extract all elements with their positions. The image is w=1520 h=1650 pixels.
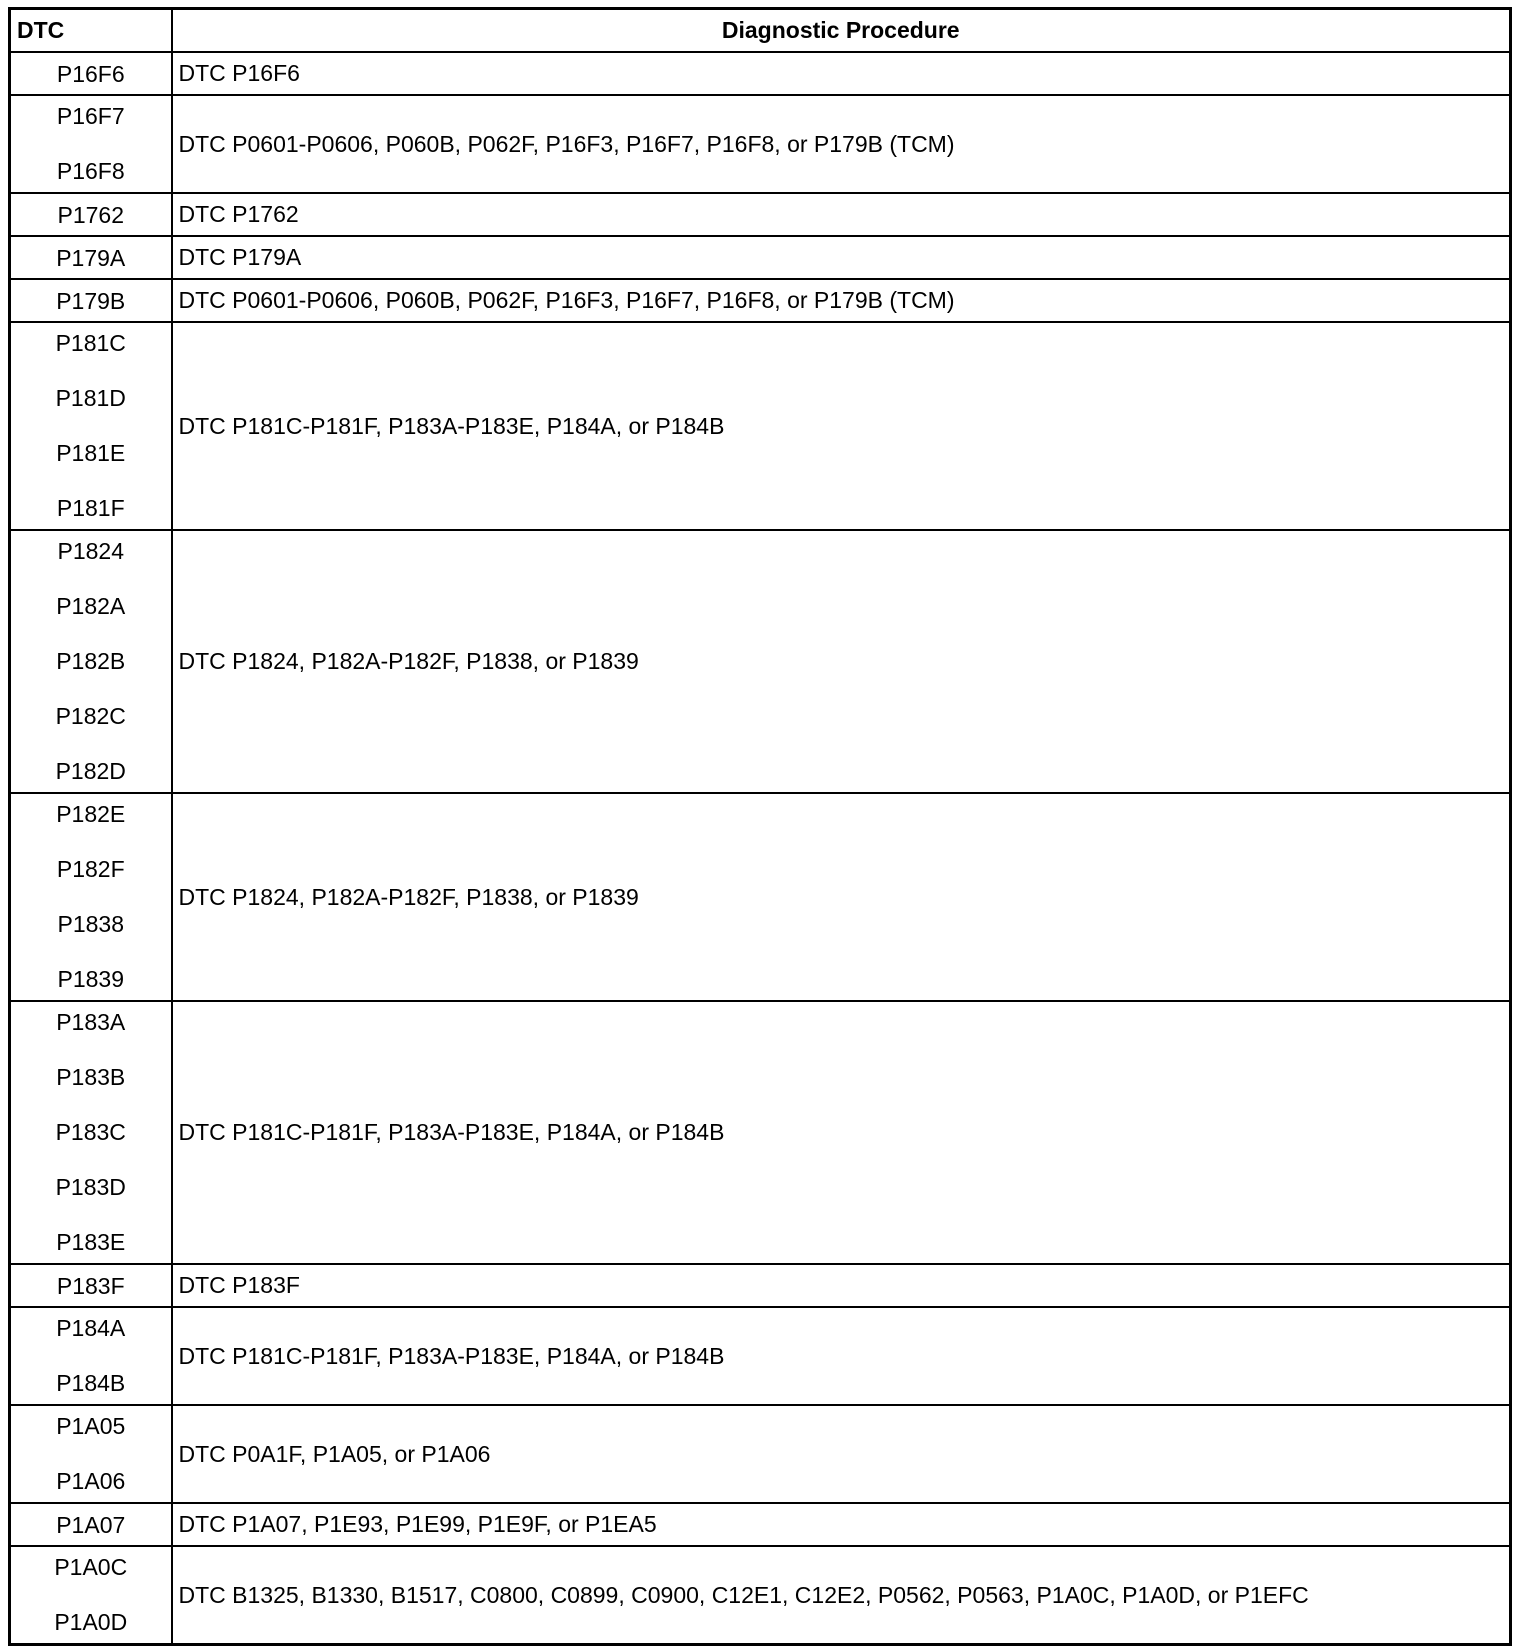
dtc-code: P181F [56, 495, 125, 521]
table-header-row [10, 9, 1511, 53]
dtc-code: P1839 [57, 966, 124, 992]
dtc-code: P179A [56, 244, 126, 271]
dtc-code: P183D [55, 1174, 126, 1200]
table-row [10, 1307, 1511, 1405]
dtc-code: P16F6 [56, 60, 125, 87]
dtc-code: P182E [56, 801, 126, 827]
dtc-code: P1824 [57, 538, 124, 564]
dtc-code: P181E [56, 440, 126, 466]
dtc-code: P1838 [57, 911, 124, 937]
table-row [10, 322, 1511, 530]
dtc-codes-cell [10, 1546, 172, 1645]
diagnostic-procedure-cell: DTC P1762 [172, 193, 1511, 236]
dtc-code: P183A [56, 1009, 126, 1035]
table-row [10, 236, 1511, 279]
dtc-code: P181C [55, 330, 126, 356]
dtc-codes-cell [10, 530, 172, 793]
table-row [10, 1503, 1511, 1546]
dtc-code: P179B [56, 287, 126, 314]
dtc-code: P1A07 [56, 1511, 126, 1538]
dtc-code: P184A [56, 1315, 126, 1341]
diagnostic-procedure-cell: DTC P0601-P0606, P060B, P062F, P16F3, P16F7, P16F8, or P179B (TCM) [172, 95, 1511, 193]
table-row [10, 793, 1511, 1001]
dtc-code: P182C [55, 703, 126, 729]
diagnostic-procedure-cell: DTC P1824, P182A-P182F, P1838, or P1839 [172, 793, 1511, 1001]
dtc-codes-cell [10, 193, 172, 236]
diagnostic-procedure-cell: DTC P183F [172, 1264, 1511, 1307]
diagnostic-procedure-cell: DTC P1A07, P1E93, P1E99, P1E9F, or P1EA5 [172, 1503, 1511, 1546]
diagnostic-procedure-cell: DTC P181C-P181F, P183A-P183E, P184A, or P184B [172, 1001, 1511, 1264]
diagnostic-procedure-cell: DTC P16F6 [172, 52, 1511, 95]
diagnostic-procedure-cell: DTC P179A [172, 236, 1511, 279]
dtc-code: P1A05 [56, 1413, 126, 1439]
dtc-code: P1A06 [56, 1468, 126, 1494]
table-row [10, 52, 1511, 95]
dtc-code: P184B [56, 1370, 126, 1396]
dtc-column-header: DTC [10, 9, 172, 53]
dtc-code: P182D [55, 758, 126, 784]
diagnostic-procedure-cell: DTC P0A1F, P1A05, or P1A06 [172, 1405, 1511, 1503]
dtc-code: P1A0D [54, 1609, 128, 1635]
dtc-code: P1A0C [54, 1554, 128, 1580]
table-row [10, 1264, 1511, 1307]
table-row [10, 193, 1511, 236]
dtc-code: P183C [55, 1119, 126, 1145]
dtc-code: P181D [55, 385, 126, 411]
diagnostic-procedure-cell: DTC P1824, P182A-P182F, P1838, or P1839 [172, 530, 1511, 793]
table-row [10, 530, 1511, 793]
diagnostic-procedure-cell: DTC B1325, B1330, B1517, C0800, C0899, C0900, C12E1, C12E2, P0562, P0563, P1A0C, P1A0D, or P1EFC [172, 1546, 1511, 1645]
procedure-column-header: Diagnostic Procedure [172, 9, 1511, 53]
dtc-codes-cell [10, 322, 172, 530]
table-row [10, 95, 1511, 193]
diagnostic-procedure-cell: DTC P0601-P0606, P060B, P062F, P16F3, P16F7, P16F8, or P179B (TCM) [172, 279, 1511, 322]
table-row [10, 1546, 1511, 1645]
table-row [10, 1405, 1511, 1503]
dtc-code: P183E [56, 1229, 126, 1255]
dtc-diagnostic-table [8, 7, 1512, 1646]
table-row [10, 279, 1511, 322]
diagnostic-procedure-cell: DTC P181C-P181F, P183A-P183E, P184A, or P184B [172, 1307, 1511, 1405]
dtc-codes-cell [10, 1307, 172, 1405]
dtc-code: P182A [56, 593, 126, 619]
dtc-codes-cell [10, 95, 172, 193]
dtc-code: P183F [56, 1272, 125, 1299]
dtc-code: P183B [56, 1064, 126, 1090]
dtc-code: P182B [56, 648, 126, 674]
dtc-code: P1762 [57, 201, 124, 228]
dtc-code: P182F [56, 856, 125, 882]
table-row [10, 1001, 1511, 1264]
dtc-code: P16F8 [56, 158, 125, 184]
dtc-code: P16F7 [56, 103, 125, 129]
diagnostic-procedure-cell: DTC P181C-P181F, P183A-P183E, P184A, or P184B [172, 322, 1511, 530]
dtc-codes-cell [10, 1405, 172, 1503]
table-body [10, 52, 1511, 1645]
dtc-codes-cell [10, 236, 172, 279]
dtc-codes-cell [10, 793, 172, 1001]
dtc-codes-cell [10, 1001, 172, 1264]
